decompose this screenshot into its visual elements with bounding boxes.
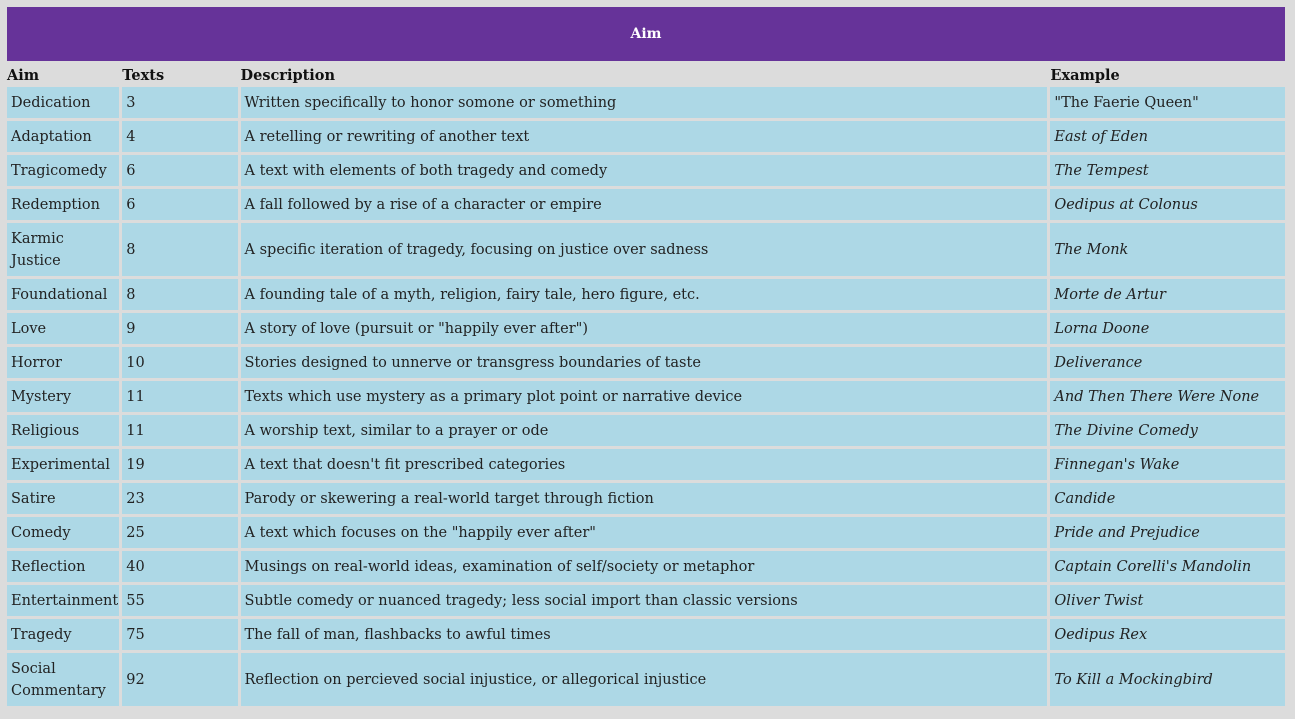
table-row [7, 189, 1285, 220]
description-cell: Reflection on percieved social injustice, or allegorical injustice [241, 653, 1048, 706]
header-texts: Texts [122, 67, 165, 84]
table-row [7, 155, 1285, 186]
aim-table [4, 61, 1288, 709]
texts-cell: 6 [122, 155, 237, 186]
description-cell: A story of love (pursuit or "happily ever after") [241, 313, 1048, 344]
table-row [7, 653, 1285, 706]
aim-cell: Reflection [7, 551, 119, 582]
header-row [7, 64, 1285, 84]
description-cell: A founding tale of a myth, religion, fairy tale, hero figure, etc. [241, 279, 1048, 310]
aim-cell: Foundational [7, 279, 119, 310]
texts-cell: 75 [122, 619, 237, 650]
table-row [7, 223, 1285, 276]
aim-cell: Karmic Justice [7, 223, 119, 276]
example-cell: The Divine Comedy [1050, 415, 1285, 446]
texts-cell: 8 [122, 279, 237, 310]
example-cell: Oedipus at Colonus [1050, 189, 1285, 220]
texts-cell: 4 [122, 121, 237, 152]
header-description: Description [240, 67, 336, 84]
header-aim: Aim [7, 67, 40, 84]
description-cell: Musings on real-world ideas, examination of self/society or metaphor [241, 551, 1048, 582]
table-row [7, 449, 1285, 480]
description-cell: A text with elements of both tragedy and comedy [241, 155, 1048, 186]
aim-cell: Horror [7, 347, 119, 378]
aim-cell: Satire [7, 483, 119, 514]
texts-cell: 9 [122, 313, 237, 344]
description-cell: Texts which use mystery as a primary plot point or narrative device [241, 381, 1048, 412]
table-row [7, 585, 1285, 616]
header-example: Example [1050, 67, 1120, 84]
example-cell: "The Faerie Queen" [1050, 87, 1285, 118]
example-cell: Candide [1050, 483, 1285, 514]
aim-cell: Redemption [7, 189, 119, 220]
table-row [7, 381, 1285, 412]
description-cell: Written specifically to honor somone or something [241, 87, 1048, 118]
table-row [7, 619, 1285, 650]
example-cell: To Kill a Mockingbird [1050, 653, 1285, 706]
aim-table-container [7, 7, 1285, 709]
description-cell: A text that doesn't fit prescribed categories [241, 449, 1048, 480]
texts-cell: 92 [122, 653, 237, 706]
aim-cell: Tragedy [7, 619, 119, 650]
texts-cell: 19 [122, 449, 237, 480]
table-row [7, 483, 1285, 514]
texts-cell: 6 [122, 189, 237, 220]
aim-cell: Love [7, 313, 119, 344]
texts-cell: 25 [122, 517, 237, 548]
example-cell: East of Eden [1050, 121, 1285, 152]
table-row [7, 279, 1285, 310]
aim-cell: Religious [7, 415, 119, 446]
aim-cell: Social Commentary [7, 653, 119, 706]
table-caption: Aim [7, 7, 1285, 61]
table-row [7, 415, 1285, 446]
texts-cell: 55 [122, 585, 237, 616]
description-cell: A retelling or rewriting of another text [241, 121, 1048, 152]
aim-cell: Entertainment [7, 585, 119, 616]
texts-cell: 11 [122, 381, 237, 412]
description-cell: Subtle comedy or nuanced tragedy; less social import than classic versions [241, 585, 1048, 616]
example-cell: Deliverance [1050, 347, 1285, 378]
aim-cell: Experimental [7, 449, 119, 480]
description-cell: A text which focuses on the "happily ever after" [241, 517, 1048, 548]
table-row [7, 517, 1285, 548]
table-row [7, 121, 1285, 152]
texts-cell: 3 [122, 87, 237, 118]
table-row [7, 87, 1285, 118]
aim-cell: Dedication [7, 87, 119, 118]
table-row [7, 313, 1285, 344]
example-cell: Oliver Twist [1050, 585, 1285, 616]
description-cell: Stories designed to unnerve or transgress boundaries of taste [241, 347, 1048, 378]
description-cell: A fall followed by a rise of a character or empire [241, 189, 1048, 220]
aim-cell: Tragicomedy [7, 155, 119, 186]
example-cell: Morte de Artur [1050, 279, 1285, 310]
aim-cell: Comedy [7, 517, 119, 548]
texts-cell: 23 [122, 483, 237, 514]
aim-cell: Adaptation [7, 121, 119, 152]
aim-cell: Mystery [7, 381, 119, 412]
table-row [7, 347, 1285, 378]
example-cell: The Monk [1050, 223, 1285, 276]
example-cell: The Tempest [1050, 155, 1285, 186]
texts-cell: 8 [122, 223, 237, 276]
description-cell: A specific iteration of tragedy, focusing on justice over sadness [241, 223, 1048, 276]
texts-cell: 10 [122, 347, 237, 378]
example-cell: Oedipus Rex [1050, 619, 1285, 650]
description-cell: A worship text, similar to a prayer or ode [241, 415, 1048, 446]
texts-cell: 11 [122, 415, 237, 446]
example-cell: Pride and Prejudice [1050, 517, 1285, 548]
description-cell: Parody or skewering a real-world target through fiction [241, 483, 1048, 514]
example-cell: Captain Corelli's Mandolin [1050, 551, 1285, 582]
example-cell: Lorna Doone [1050, 313, 1285, 344]
table-row [7, 551, 1285, 582]
example-cell: Finnegan's Wake [1050, 449, 1285, 480]
texts-cell: 40 [122, 551, 237, 582]
description-cell: The fall of man, flashbacks to awful times [241, 619, 1048, 650]
example-cell: And Then There Were None [1050, 381, 1285, 412]
